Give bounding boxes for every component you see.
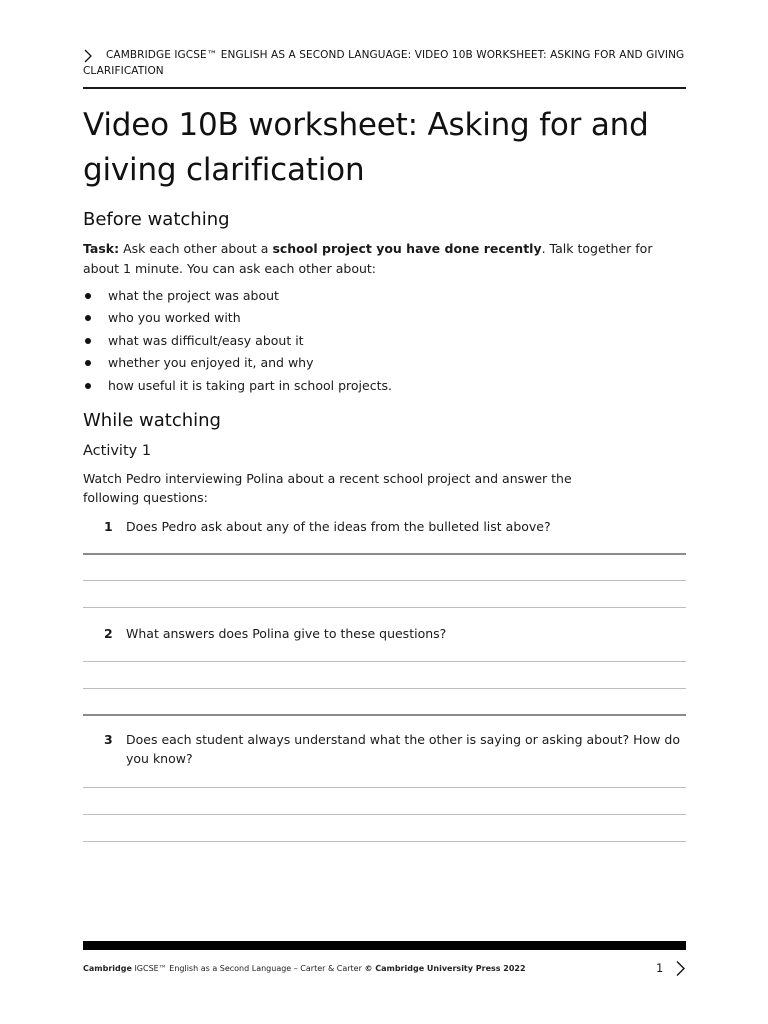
page-number: 1 (656, 961, 664, 975)
task-text-post: . Talk together for about 1 minute. You can ask each other about: (83, 241, 653, 276)
page-title: Video 10B worksheet: Asking for and giving clarification (83, 107, 649, 188)
answer-line[interactable] (83, 787, 686, 788)
list-item-text: whether you enjoyed it, and why (108, 355, 314, 371)
chevron-right-icon[interactable] (674, 960, 686, 977)
answer-line[interactable] (83, 607, 686, 608)
bullet-icon (85, 383, 91, 389)
question-2 (83, 624, 683, 643)
answer-line[interactable] (83, 688, 686, 689)
activity-heading: Activity 1 (83, 443, 152, 459)
question-number: 3 (104, 732, 113, 747)
activity-intro: Watch Pedro interviewing Polina about a recent school project and answer the following questions: (83, 471, 572, 505)
question-text: What answers does Polina give to these questions? (126, 626, 447, 641)
running-header-text: CAMBRIDGE IGCSE™ ENGLISH AS A SECOND LANGUAGE: VIDEO 10B WORKSHEET: ASKING FOR AND GIVING CLARIFICATION (83, 49, 685, 77)
bullet-icon (85, 338, 91, 344)
bullet-icon (85, 315, 91, 321)
question-number: 2 (104, 626, 113, 641)
footer-credit (83, 963, 526, 975)
answer-line[interactable] (83, 553, 686, 555)
topic-bullet-list (83, 285, 392, 397)
list-item-text: what was difficult/easy about it (108, 332, 304, 348)
task-text-pre: Ask each other about a (119, 241, 273, 256)
list-item (83, 330, 392, 352)
list-item (83, 285, 392, 307)
answer-line[interactable] (83, 814, 686, 815)
list-item (83, 352, 392, 374)
bullet-icon (85, 293, 91, 299)
header-rule (83, 87, 686, 89)
list-item-text: what the project was about (108, 288, 279, 303)
question-text: Does Pedro ask about any of the ideas from the bulleted list above? (126, 519, 551, 534)
bullet-icon (85, 360, 91, 366)
question-3 (83, 730, 683, 768)
chevron-right-icon (83, 49, 93, 63)
running-header (83, 47, 686, 79)
task-instructions (83, 239, 683, 279)
answer-line[interactable] (83, 661, 686, 662)
list-item (83, 307, 392, 329)
before-watching-heading: Before watching (83, 209, 230, 230)
footer-bar (83, 941, 686, 950)
answer-line[interactable] (83, 841, 686, 842)
list-item-text: who you worked with (108, 310, 241, 326)
question-number: 1 (104, 519, 113, 534)
while-watching-heading: While watching (83, 410, 221, 431)
task-label: Task: (83, 241, 120, 256)
footer-brand: Cambridge (83, 964, 132, 973)
question-1 (83, 517, 683, 536)
footer-credit-text: IGCSE™ English as a Second Language – Carter & Carter (131, 964, 365, 973)
list-item-text: how useful it is taking part in school projects. (108, 377, 392, 393)
answer-line[interactable] (83, 714, 686, 716)
question-text: Does each student always understand what the other is saying or asking about? How do you know? (126, 732, 680, 766)
list-item (83, 375, 392, 397)
answer-line[interactable] (83, 580, 686, 581)
task-text-bold: school project you have done recently (272, 241, 542, 256)
footer-copyright: © Cambridge University Press 2022 (364, 964, 526, 973)
